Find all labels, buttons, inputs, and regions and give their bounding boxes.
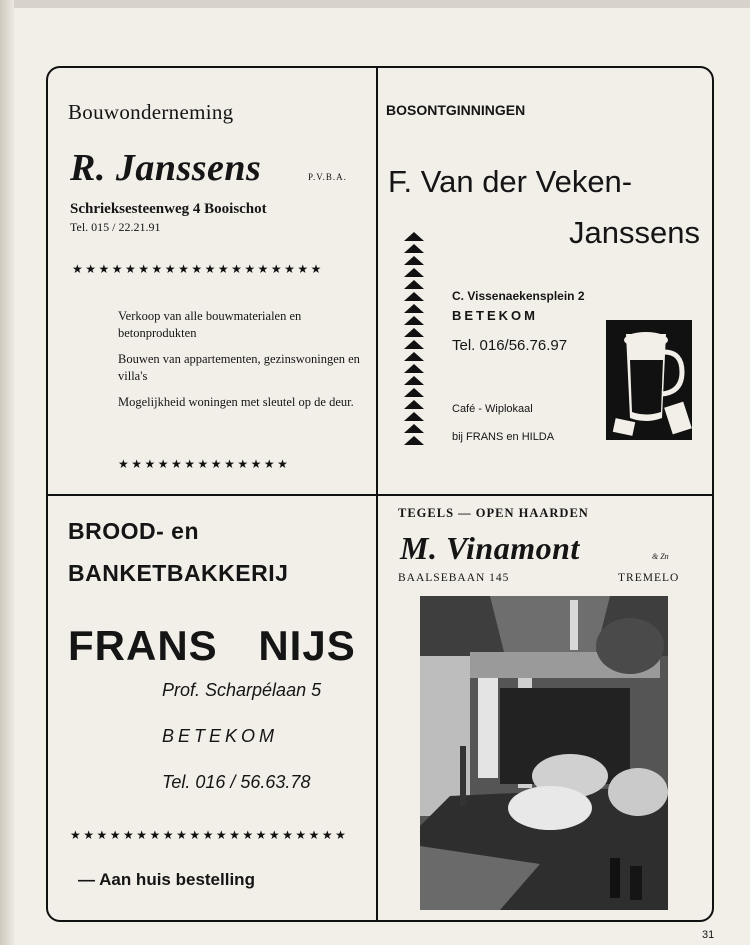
owners: bij FRANS en HILDA bbox=[452, 431, 555, 443]
ad-bakkerij bbox=[48, 496, 376, 922]
ad-kicker: TEGELS — OPEN HAARDEN bbox=[398, 506, 589, 520]
ad-kicker: Bouwonderneming bbox=[68, 100, 234, 124]
service-item: Mogelijkheid woningen met sleutel op de deur. bbox=[118, 395, 354, 409]
address: C. Vissenaekensplein 2 bbox=[452, 289, 585, 303]
ad-tegels bbox=[378, 496, 714, 922]
page-binding-edge bbox=[0, 0, 14, 945]
company-name: M. Vinamont bbox=[400, 530, 580, 566]
ad-bouwonderneming bbox=[48, 68, 376, 494]
page-number: 31 bbox=[702, 929, 715, 941]
beer-glass-icon bbox=[606, 320, 692, 440]
ad-title-line1: BROOD- en bbox=[68, 518, 199, 544]
address: BAALSEBAAN 145 bbox=[398, 572, 510, 584]
page-top-edge bbox=[0, 0, 750, 8]
service-item: Verkoop van alle bouwmaterialen en betonprodukten bbox=[118, 309, 302, 340]
telephone: Tel. 015 / 22.21.91 bbox=[70, 220, 161, 234]
service-item: Bouwen van appartementen, gezinswoningen en villa's bbox=[118, 352, 360, 383]
ad-frame bbox=[46, 66, 714, 922]
town: BETEKOM bbox=[162, 726, 279, 746]
ad-title-line2: BANKETBAKKERIJ bbox=[68, 560, 289, 586]
address: Schrieksesteenweg 4 Booischot bbox=[70, 201, 267, 217]
delivery-note: — Aan huis bestelling bbox=[78, 870, 255, 889]
star-divider: ★★★★★★★★★★★★★★★★★★★ bbox=[72, 262, 324, 276]
ad-kicker: BOSONTGINNINGEN bbox=[386, 102, 526, 118]
star-divider: ★★★★★★★★★★★★★★★★★★★★★ bbox=[70, 828, 349, 842]
company-name-line1: F. Van der Veken- bbox=[388, 164, 633, 199]
address: Prof. Scharpélaan 5 bbox=[162, 680, 322, 700]
town: BETEKOM bbox=[452, 308, 538, 323]
ad-bosontginningen bbox=[378, 68, 714, 494]
company-name: R. Janssens bbox=[70, 147, 262, 189]
venue-type: Café - Wiplokaal bbox=[452, 403, 533, 415]
up-arrow-icon bbox=[404, 232, 426, 448]
company-name-line2: Janssens bbox=[569, 215, 700, 250]
star-divider: ★★★★★★★★★★★★★ bbox=[118, 457, 291, 471]
fireplace-photo bbox=[420, 596, 668, 910]
company-suffix: & Zn bbox=[652, 552, 669, 561]
services-list bbox=[118, 308, 368, 420]
legal-form: P.V.B.A. bbox=[308, 172, 347, 182]
town: TREMELO bbox=[618, 572, 680, 584]
telephone: Tel. 016/56.76.97 bbox=[452, 337, 568, 354]
company-name: FRANS NIJS bbox=[68, 622, 356, 669]
telephone: Tel. 016 / 56.63.78 bbox=[162, 772, 311, 792]
